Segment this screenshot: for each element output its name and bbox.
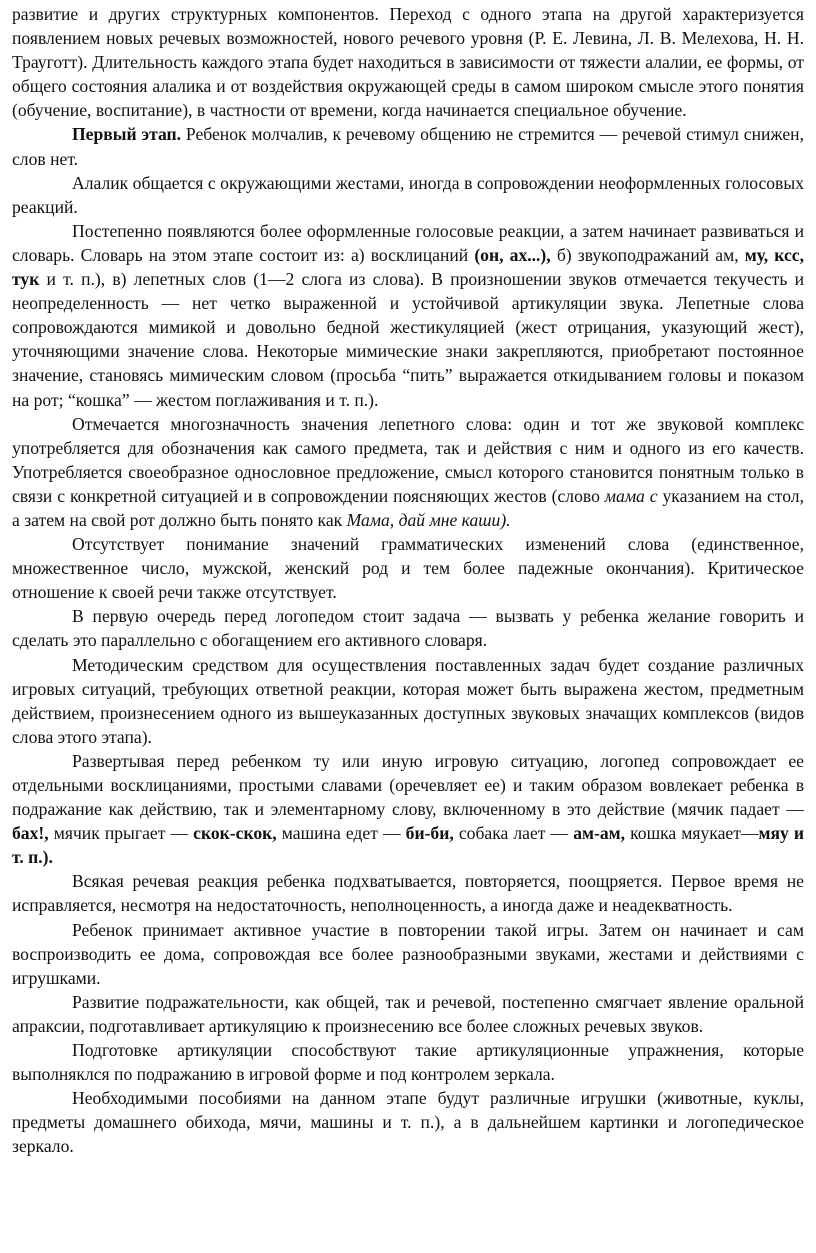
- paragraph-reaction: Всякая речевая реакция ребенка подхватывается, повторяется, поощряется. Первое время не исправляется, несмотря на недостаточность, неполноценность, а иногда даже и неадекватность.: [12, 871, 804, 916]
- paragraph-imitation: Развитие подражательности, как общей, так и речевой, постепенно смягчает явление оральной апраксии, подготавливает артикуляцию к произнесению все более сложных речевых звуков.: [12, 991, 804, 1036]
- paragraph-continuation: развитие и других структурных компонентов. Переход с одного этапа на другой характеризуется появлением новых речевых возможностей, нового речевого уровня (Р. Е. Левина, Л. В. Мелехова, Н. Н. Трауготт). Длительность каждого этапа будет находиться в зависимости от тяжести алалии, ее формы, от общего состояния алалика и от воздействия окружающей среды в самом широком смысле этого понятия (обучение, воспитание), в частности от времени, когда начинается специальное обучение.: [12, 4, 804, 121]
- paragraph-materials: Необходимыми пособиями на данном этапе будут различные игрушки (животные, куклы, предметы домашнего обихода, мячи, машины и т. п.), а в дальнейшем картинки и логопедическое зеркало.: [12, 1088, 804, 1157]
- paragraph-text: кошка мяукает—: [625, 823, 759, 844]
- paragraph-text: Отмечается многозначность значения лепетного слова: один и тот же звуковой комплекс употребляется для обозначения как самого предмета, так и действия с ним и одного из его качеств. Употребляется своеобразное однословное предложение, смысл которого становится понятным только в связи с конкретной ситуацией и в сопровождении поясняющих жестов (слово: [12, 413, 804, 506]
- paragraph-text: машина едет —: [276, 823, 406, 844]
- paragraph-text: и т. п.), в) лепетных слов (1—2 слога из слова). В произношении звуков отмечается текучесть и неопределенность — нет четко выраженной и устойчивой артикуляции звука. Лепетные слова сопровождаются мимикой и довольно бедной жестикуляцией (жест отрицания, указующий жест), уточняющими значение слова. Некоторые мимические знаки закрепляются, приобретают постоянное значение, становясь мимическим словом (просьба “пить” выражается откидыванием головы и показом на рот; “кошка” — жестом поглаживания и т. п.).: [12, 269, 804, 410]
- example-exclamations: (он, ах...),: [474, 244, 551, 265]
- stage-heading: Первый этап.: [72, 124, 182, 145]
- paragraph-text: Постепенно появляются более оформленные голосовые реакции, а затем начинает развиваться и словарь. Словарь на этом этапе состоит из: а) восклицаний: [12, 220, 804, 265]
- paragraph-text: указанием на стол, а затем на свой рот должно быть понято как: [12, 485, 804, 530]
- example-bakh: бах!,: [12, 823, 49, 844]
- example-phrase: Мама, дай мне каши).: [346, 509, 511, 530]
- example-bibi: би-би,: [405, 823, 454, 844]
- example-amam: ам-ам,: [573, 823, 626, 844]
- paragraph-grammar: Отсутствует понимание значений грамматических изменений слова (единственное, множественное число, мужской, женский род и тем более падежные окончания). Критическое отношение к своей речи также отсутствует.: [12, 534, 804, 603]
- paragraph-first-stage: [12, 122, 804, 170]
- paragraph-participation: Ребенок принимает активное участие в повторении такой игры. Затем он начинает и сам воспроизводить ее дома, сопровождая все более разнообразными звуками, жестами и действиями с игрушками.: [12, 919, 804, 988]
- paragraph-polysemy: [12, 412, 804, 532]
- example-myau: мяу и т. п.).: [12, 823, 805, 868]
- example-word: мама с: [604, 485, 658, 506]
- paragraph-text: Развертывая перед ребенком ту или иную игровую ситуацию, логопед сопровождает ее отдельными восклицаниями, простыми славами (оречевляет ее) и таким образом вовлекает ребенка в подражание как действию, так и элементарному слову, включенному в это действие (мячик падает —: [12, 750, 804, 820]
- paragraph-gestures: Алалик общается с окружающими жестами, иногда в сопровождении неоформленных голосовых реакций.: [12, 172, 804, 217]
- example-skok: скок-скок,: [193, 823, 277, 844]
- paragraph-vocabulary: [12, 219, 804, 412]
- paragraph-text: Ребенок молчалив, к речевому общению не стремится — речевой стимул снижен, слов нет.: [12, 124, 804, 169]
- paragraph-game-situation: [12, 749, 804, 869]
- paragraph-text: собака лает —: [453, 823, 574, 844]
- paragraph-articulation: Подготовке артикуляции способствуют такие артикуляционные упражнения, которые выполняклся по подражанию в игровой форме и под контролем зеркала.: [12, 1040, 804, 1085]
- paragraph-task: В первую очередь перед логопедом стоит задача — вызвать у ребенка желание говорить и сделать это параллельно с обогащением его активного словаря.: [12, 606, 804, 651]
- paragraph-method: Методическим средством для осуществления поставленных задач будет создание различных игровых ситуаций, требующих ответной реакции, которая может быть выражена жестом, предметным действием, произнесением одного из вышеуказанных доступных звуковых значащих комплексов (видов слова этого этапа).: [12, 654, 804, 747]
- paragraph-text: б) звукоподражаний ам,: [550, 244, 745, 265]
- example-onomatopoeia: му, ксс, тук: [12, 244, 805, 290]
- paragraph-text: мячик прыгает —: [48, 823, 194, 844]
